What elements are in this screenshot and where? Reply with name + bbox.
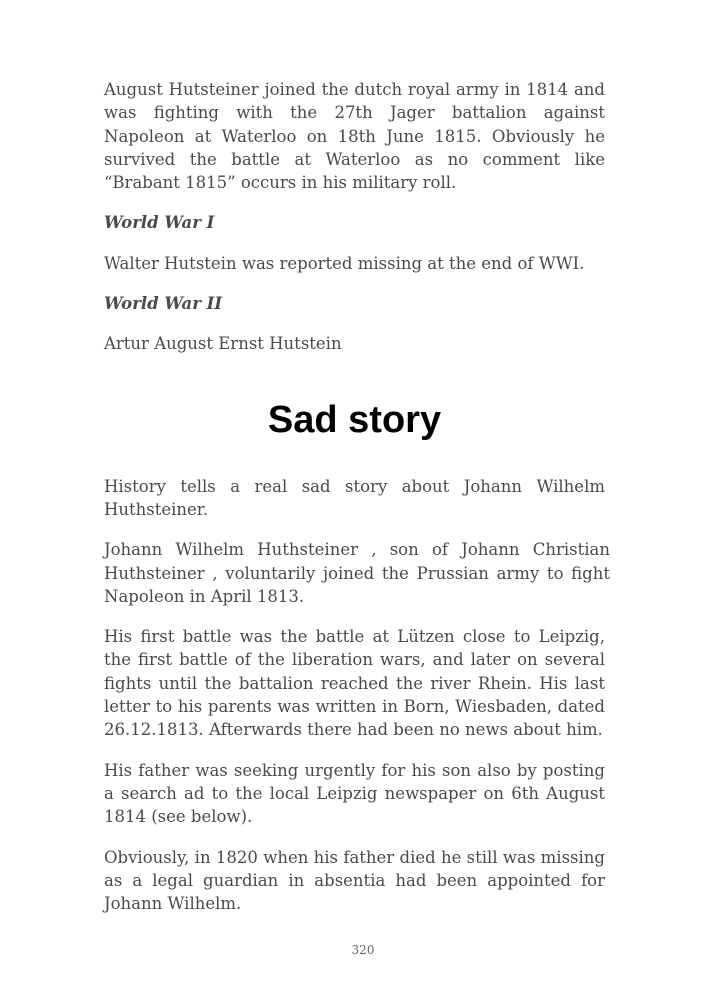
wwi-paragraph: Walter Hutstein was reported missing at the end of WWI. — [104, 253, 585, 273]
sad-story-paragraph-1: History tells a real sad story about Johann Wilhelm Huthsteiner. — [104, 476, 605, 519]
page-content — [104, 78, 610, 932]
sad-story-paragraph-2: Johann Wilhelm Huthsteiner , son of Johann Christian Huthsteiner , voluntarily joined the Prussian army to fight Napoleon in April 1813. — [104, 540, 610, 606]
page-number: 320 — [351, 943, 375, 957]
sad-story-paragraph-5: Obviously, in 1820 when his father died he still was missing as a legal guardian in absentia had been appointed for Johann Wilhelm. — [104, 847, 605, 914]
waterloo-paragraph: August Hutsteiner joined the dutch royal army in 1814 and was fighting with the 27th Jager battalion against Napoleon at Waterloo on 18th June 1815. Obviously he survived the battle at Waterloo as no comment like “Brabant 1815” occurs in his military roll. — [104, 80, 605, 193]
section-title: Sad story — [267, 398, 442, 441]
wwi-heading: World War I — [104, 213, 215, 233]
sad-story-paragraph-4: His father was seeking urgently for his son also by posting a search ad to the local Leipzig newspaper on 6th August 1814 (see below). — [104, 760, 605, 827]
wwii-heading: World War II — [104, 294, 223, 314]
sad-story-paragraph-3: His first battle was the battle at Lützen close to Leipzig, the first battle of the liberation wars, and later on several fights until the battalion reached the river Rhein. His last letter to his parents was written in Born, Wiesbaden, dated 26.12.1813. Afterwards there had been no news about him. — [104, 627, 605, 740]
wwii-paragraph: Artur August Ernst Hutstein — [104, 334, 342, 354]
